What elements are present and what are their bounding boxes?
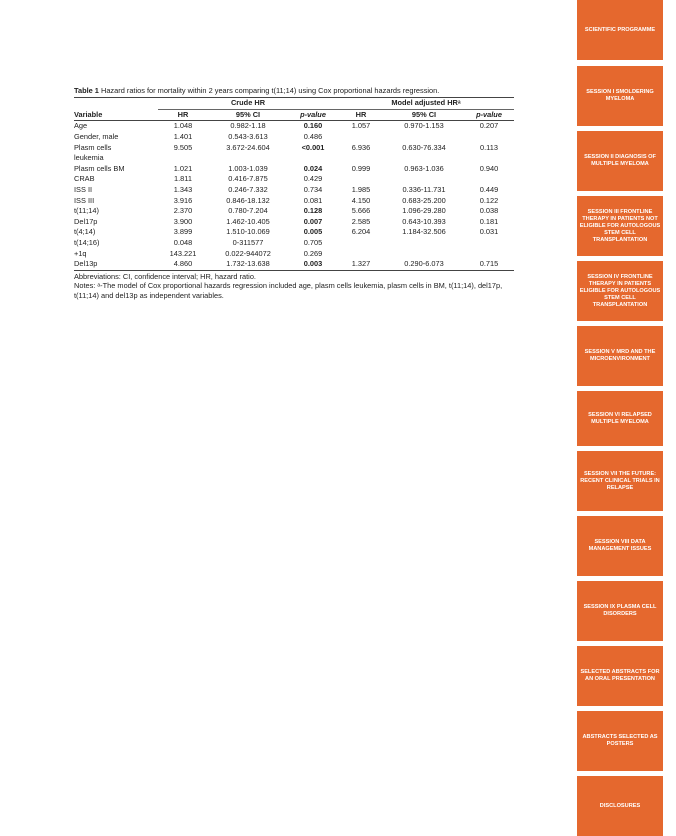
table-row [74,206,514,217]
adjusted-hr-cell: 1.985 [351,185,371,195]
p-value-cell: 0.705 [303,238,323,248]
adjusted-ci-cell: 0.683-25.200 [402,195,446,205]
variable-cell: t(4;14) [74,227,96,237]
hr-cell: 9.505 [173,142,193,152]
adjusted-p-value-cell: 0.940 [479,163,499,173]
ci-cell: 0.780-7.204 [228,206,268,216]
sidebar-item-label: SESSION V MRD AND THE MICROENVIRONMENT [584,349,656,362]
adjusted-hr-cell: 5.666 [351,206,371,216]
ci-cell: 3.672-24.604 [226,142,270,152]
sidebar-item[interactable] [577,646,663,706]
adjusted-hr-cell: 4.150 [351,195,371,205]
p-value-cell: 0.005 [303,227,323,237]
table-row [74,217,514,228]
table-row [74,132,514,143]
hr-cell: 3.899 [173,227,193,237]
sidebar-item-label: DISCLOSURES [599,802,641,809]
sidebar-item[interactable] [577,711,663,771]
adjusted-hr-cell [338,238,384,249]
sidebar-item[interactable] [577,196,663,256]
ci-cell: 0.416-7.875 [228,174,268,184]
p-value-cell: 0.734 [303,185,323,195]
table-row [74,174,514,185]
table-row [74,248,514,259]
adjusted-p-value-cell: 0.715 [464,259,514,270]
p-value-cell [288,153,338,164]
table-row [74,259,514,270]
hr-cell: 1.048 [173,121,193,131]
hazard-ratio-table-block [74,86,514,300]
adjusted-p-value-cell: 0.207 [479,121,499,131]
hr-cell: 1.021 [173,163,193,173]
variable-cell: Plasm cells BM [74,163,125,173]
adjusted-p-value-cell: 0.113 [480,142,498,152]
p-value-cell: 0.081 [303,195,323,205]
hr-cell: 1.401 [173,132,193,142]
ci-cell: 1.732-13.638 [208,259,288,270]
variable-cell: Gender, male [74,132,119,142]
ci-cell: 1.462-10.405 [226,216,270,226]
p-value-cell: 0.128 [303,206,323,216]
variable-cell: +1q [74,248,87,258]
adjusted-ci-cell [384,238,464,249]
table-footnote: Notes: ᵃ-The model of Cox proportional hazards regression included age, plasm cells leukemia, plasm cells in BM, t(11;14), del17p, t(11;14) and del13p as independent variables. [74,281,503,300]
adjusted-p-value-cell [464,174,514,185]
ci-cell: 0.846-18.132 [226,195,270,205]
sidebar-item[interactable] [577,326,663,386]
table-row [74,238,514,249]
variable-cell: CRAB [74,174,95,184]
ci-cell: 1.510-10.069 [226,227,270,237]
adjusted-hr-cell: 1.057 [351,121,371,131]
adjusted-ci-cell: 0.970-1.153 [404,121,444,131]
sidebar-item-label: SESSION IX PLASMA CELL DISORDERS [583,604,657,617]
table-row [74,185,514,196]
sidebar-item-label: SESSION III FRONTLINE THERAPY IN PATIENTS NOT ELIGIBLE FOR AUTOLOGOUS STEM CELL TRANSPLANTATION [579,208,661,243]
adjusted-p-value-cell: 0.031 [479,227,499,237]
table-abbreviations: Abbreviations: CI, confidence interval; HR, hazard ratio. [74,271,256,281]
adjusted-ci-cell [384,174,464,185]
variable-cell: leukemia [74,153,104,163]
variable-cell: Del13p [74,259,158,270]
adjusted-ci-cell: 1.096-29.280 [402,206,446,216]
hr-cell: 1.811 [174,174,192,184]
adjusted-hr-cell: 2.585 [351,216,371,226]
column-header-adjusted-p-value: p-value [464,109,514,121]
adjusted-hr-cell: 6.936 [351,142,371,152]
hr-cell: 2.370 [173,206,193,216]
table-row [74,227,514,238]
adjusted-p-value-cell: 0.181 [479,216,499,226]
sidebar-item-label: SESSION I SMOLDERING MYELOMA [586,89,654,102]
sidebar-item[interactable] [577,581,663,641]
ci-cell: 1.003-1.039 [228,163,268,173]
adjusted-ci-cell [384,132,464,143]
table-row [74,142,514,153]
variable-cell: ISS II [74,185,93,195]
table-row [74,195,514,206]
sidebar-item-label: SESSION II DIAGNOSIS OF MULTIPLE MYELOMA [584,154,656,167]
adjusted-hr-cell: 6.204 [351,227,371,237]
adjusted-hr-cell [338,153,384,164]
group-header-adjusted: Model adjusted HRᵃ [338,98,514,110]
adjusted-hr-cell [338,248,384,259]
hr-cell: 1.343 [173,185,193,195]
p-value-cell: 0.003 [288,259,338,270]
p-value-cell: 0.007 [303,216,323,226]
table-caption [74,86,514,95]
ci-cell: 0.246-7.332 [228,185,268,195]
adjusted-ci-cell [384,248,464,259]
adjusted-p-value-cell [464,132,514,143]
table-column-header [74,109,514,121]
sidebar-item[interactable] [577,66,663,126]
adjusted-p-value-cell: 0.449 [479,185,499,195]
table-notes [74,272,514,301]
adjusted-hr-cell [338,174,384,185]
sidebar-item[interactable] [577,451,663,511]
hr-cell: 143.221 [169,248,197,258]
adjusted-ci-cell: 0.336-11.731 [402,185,446,195]
sidebar-item-label: ABSTRACTS SELECTED AS POSTERS [582,734,658,747]
sidebar-item-label: SCIENTIFIC PROGRAMME [584,26,656,33]
hr-cell: 0.048 [173,238,193,248]
table-group-header [74,98,514,110]
adjusted-hr-cell: 1.327 [338,259,384,270]
column-header-hr: HR [158,109,208,121]
adjusted-p-value-cell [464,153,514,164]
sidebar-item-label: SESSION VIII DATA MANAGEMENT ISSUES [588,539,652,552]
p-value-cell: 0.486 [303,132,323,142]
sidebar-item-label: SELECTED ABSTRACTS FOR AN ORAL PRESENTATION [580,669,660,682]
p-value-cell: 0.160 [303,121,323,131]
column-header-adjusted-ci: 95% CI [384,109,464,121]
ci-cell: 0.982-1.18 [230,121,266,131]
group-header-crude: Crude HR [158,98,338,110]
column-header-variable: Variable [74,109,158,121]
adjusted-p-value-cell: 0.122 [479,195,499,205]
hazard-ratio-table [74,97,514,271]
sidebar-item[interactable] [577,516,663,576]
p-value-cell: 0.269 [303,248,323,258]
column-header-ci: 95% CI [208,109,288,121]
adjusted-ci-cell: 0.630-76.334 [402,142,446,152]
adjusted-p-value-cell: 0.038 [479,206,499,216]
adjusted-ci-cell: 0.963-1.036 [404,163,444,173]
table-caption-text: Hazard ratios for mortality within 2 years comparing t(11;14) using Cox proportional hazards regression. [100,86,440,95]
adjusted-ci-cell: 0.643-10.393 [402,216,446,226]
sidebar-item[interactable] [577,261,663,321]
sidebar-item-label: SESSION VII THE FUTURE: RECENT CLINICAL TRIALS IN RELAPSE [580,470,660,491]
sidebar-item-label: SESSION VI RELAPSED MULTIPLE MYELOMA [588,411,652,425]
sidebar-item-label: SESSION IV FRONTLINE THERAPY IN PATIENTS ELIGIBLE FOR AUTOLOGOUS STEM CELL TRANSPLANTATION [579,273,661,308]
table-row [74,153,514,164]
adjusted-hr-cell: 0.999 [351,163,371,173]
table-row [74,121,514,132]
ci-cell [208,153,288,164]
variable-cell: ISS III [74,195,95,205]
variable-cell: t(14;16) [74,238,100,248]
sidebar-item[interactable] [577,131,663,191]
variable-cell: Age [74,121,88,131]
hr-cell: 4.860 [158,259,208,270]
hr-cell: 3.900 [173,216,193,226]
ci-cell: 0.022-944072 [225,248,271,258]
p-value-cell: 0.429 [303,174,323,184]
adjusted-hr-cell [338,132,384,143]
sidebar-item[interactable] [577,0,663,60]
adjusted-ci-cell: 0.290-6.073 [384,259,464,270]
adjusted-ci-cell: 1.184-32.506 [402,227,446,237]
adjusted-ci-cell [384,153,464,164]
ci-cell: 0-311577 [232,238,264,248]
sidebar-item[interactable] [577,391,663,446]
variable-cell: Del17p [74,216,98,226]
p-value-cell: <0.001 [301,142,325,152]
sidebar-item[interactable] [577,776,663,836]
group-header-spacer [74,98,158,110]
hr-cell: 3.916 [173,195,193,205]
p-value-cell: 0.024 [303,163,323,173]
section-sidebar [577,0,663,836]
variable-cell: t(11;14) [74,206,99,216]
adjusted-p-value-cell [464,248,514,259]
adjusted-p-value-cell [464,238,514,249]
column-header-adjusted-hr: HR [338,109,384,121]
ci-cell: 0.543-3.613 [228,132,268,142]
table-body [74,121,514,270]
table-row [74,164,514,175]
column-header-p-value: p-value [288,109,338,121]
hr-cell [158,153,208,164]
variable-cell: Plasm cells [74,142,112,152]
table-caption-label: Table 1 [74,86,99,95]
